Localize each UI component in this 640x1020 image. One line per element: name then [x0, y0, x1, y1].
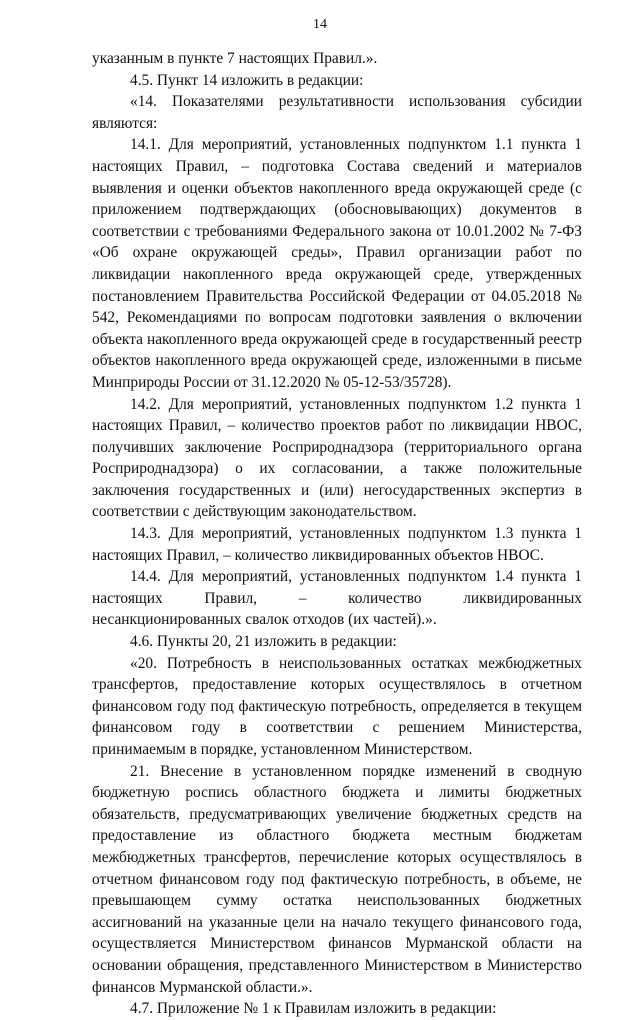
paragraph-20: «20. Потребность в неиспользованных остатках межбюджетных трансфертов, предоставление которых осуществлялось в отчетном финансовом году под фактическую потребность, определяется в текущем финансовом году в соответствии с решением Министерства, принимаемым в порядке, установленном Министерством. [92, 654, 582, 758]
paragraph-4-7: 4.7. Приложение № 1 к Правилам изложить в редакции: [130, 1000, 497, 1018]
paragraph-21: 21. Внесение в установленном порядке изменений в сводную бюджетную роспись областного бюджета и лимиты бюджетных обязательств, предусматривающих увеличение бюджетных средств на предоставление из областного бюджета местным бюджетам межбюджетных трансфертов, перечисление которых осуществлялось в отчетном финансовом году под фактическую потребность, в объеме, не превышающем сумму остатка неиспользованных бюджетных ассигнований на указанные цели на начало текущего финансового года, осуществляется Министерством финансов Мурманской области на основании обращения, представленного Министерством в Министерство финансов Мурманской области.». [92, 762, 582, 996]
paragraph-14-2: 14.2. Для мероприятий, установленных подпунктом 1.2 пункта 1 настоящих Правил, – количество проектов работ по ликвидации НВОС, получивших заключение Росприроднадзора (территориального органа Росприроднадзора) о их согласовании, а также положительные заключения государственных и (или) негосударственных экспертиз в соответствии с действующим законодательством. [92, 395, 582, 521]
paragraph-4-5: 4.5. Пункт 14 изложить в редакции: [130, 71, 364, 89]
paragraph-4-6: 4.6. Пункты 20, 21 изложить в редакции: [130, 633, 397, 651]
page-number: 14 [313, 17, 327, 32]
paragraph-14-3: 14.3. Для мероприятий, установленных подпунктом 1.3 пункта 1 настоящих Правил, – количество ликвидированных объектов НВОС. [92, 525, 582, 564]
paragraph-14-1: 14.1. Для мероприятий, установленных подпунктом 1.1 пункта 1 настоящих Правил, – подготовка Состава сведений и материалов выявления и оценки объектов накопленного вреда окружающей среде (с приложением подтверждающих (обосновывающих) документов в соответствии с требованиями Федерального закона от 10.01.2002 № 7-ФЗ «Об охране окружающей среды», Правил организации работ по ликвидации накопленного вреда окружающей среде, утвержденных постановлением Правительства Российской Федерации от 04.05.2018 № 542, Рекомендациями по вопросам подготовки заявления о включении объекта накопленного вреда окружающей среде в государственный реестр объектов накопленного вреда окружающей среде, изложенными в письме Минприроды России от 31.12.2020 № 05-12-53/35728). [92, 136, 582, 391]
paragraph-14-4: 14.4. Для мероприятий, установленных подпунктом 1.4 пункта 1 настоящих Правил, – количество ликвидированных несанкционированных свалок отходов (их частей).». [92, 568, 582, 629]
document-body [92, 48, 582, 1020]
paragraph-continuation: указанным в пункте 7 настоящих Правил.». [92, 50, 378, 67]
paragraph-14: «14. Показателями результативности использования субсидии являются: [92, 93, 582, 132]
